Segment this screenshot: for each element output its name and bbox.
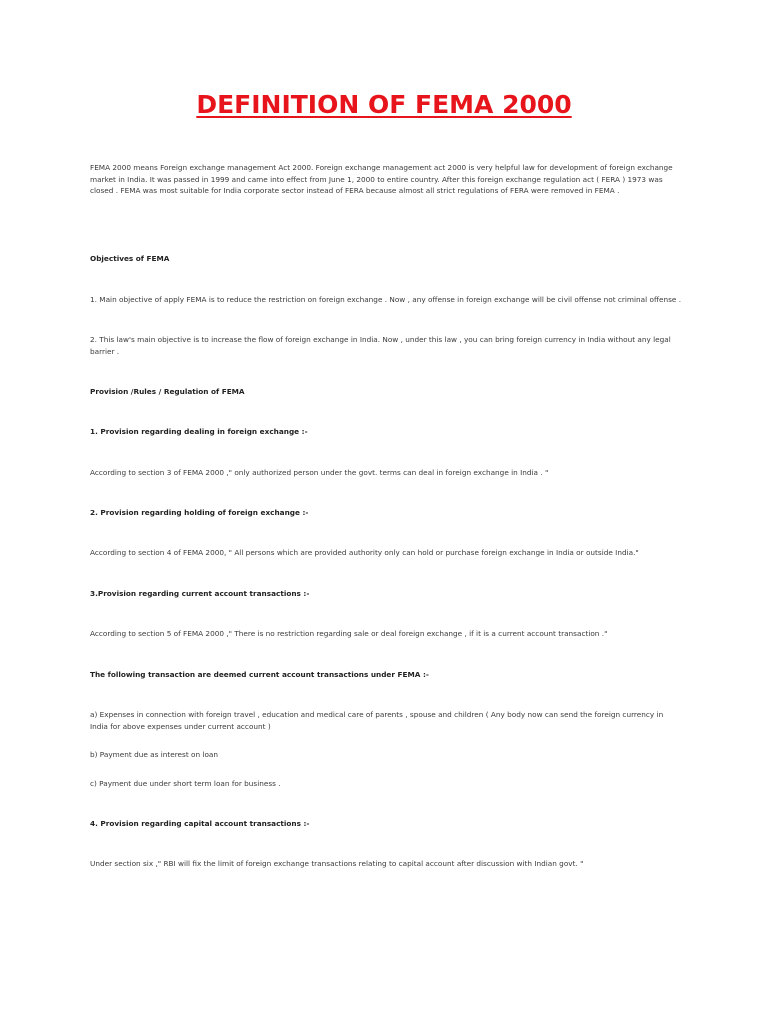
provision-1-heading: 1. Provision regarding dealing in foreign exchange :- [90, 427, 308, 436]
list-item-c: c) Payment due under short term loan for business . [90, 779, 281, 788]
provision-4-text: Under section six ," RBI will fix the limit of foreign exchange transactions relating to capital account after discussion with Indian govt. " [90, 859, 584, 868]
provision-heading: Provision /Rules / Regulation of FEMA [90, 387, 245, 396]
objective-1-paragraph: 1. Main objective of apply FEMA is to reduce the restriction on foreign exchange . Now , any offense in foreign exchange will be civil offense not criminal offense . [90, 295, 682, 304]
list-item-a: a) Expenses in connection with foreign travel , education and medical care of parents , spouse and children ( Any body now can send the foreign currency in India for above expenses under current account ) [90, 710, 664, 731]
intro-paragraph: FEMA 2000 means Foreign exchange management Act 2000. Foreign exchange management act 2000 is very helpful law for development of foreign exchange market in India. It was passed in 1999 and came into effect from June 1, 2000 to entire country. After this foreign exchange regulation act ( FERA ) 1973 was closed . FEMA was most suitable for India corporate sector instead of FERA because almost all strict regulations of FERA were removed in FEMA . [90, 163, 673, 196]
provision-3-heading: 3.Provision regarding current account transactions :- [90, 589, 310, 598]
deemed-transactions-heading: The following transaction are deemed current account transactions under FEMA :- [90, 670, 429, 679]
provision-2-text: According to section 4 of FEMA 2000, " All persons which are provided authority only can hold or purchase foreign exchange in India or outside India." [90, 548, 639, 557]
objective-2-paragraph: 2. This law's main objective is to increase the flow of foreign exchange in India. Now , under this law , you can bring foreign currency in India without any legal barrier . [90, 335, 671, 356]
provision-1-text: According to section 3 of FEMA 2000 ," only authorized person under the govt. terms can deal in foreign exchange in India . " [90, 468, 549, 477]
objectives-heading: Objectives of FEMA [90, 254, 170, 263]
provision-4-heading: 4. Provision regarding capital account transactions :- [90, 819, 310, 828]
page-title: DEFINITION OF FEMA 2000 [196, 90, 572, 119]
provision-2-heading: 2. Provision regarding holding of foreign exchange :- [90, 508, 309, 517]
provision-3-text: According to section 5 of FEMA 2000 ," There is no restriction regarding sale or deal foreign exchange , if it is a current account transaction ." [90, 629, 608, 638]
list-item-b: b) Payment due as interest on loan [90, 750, 219, 759]
